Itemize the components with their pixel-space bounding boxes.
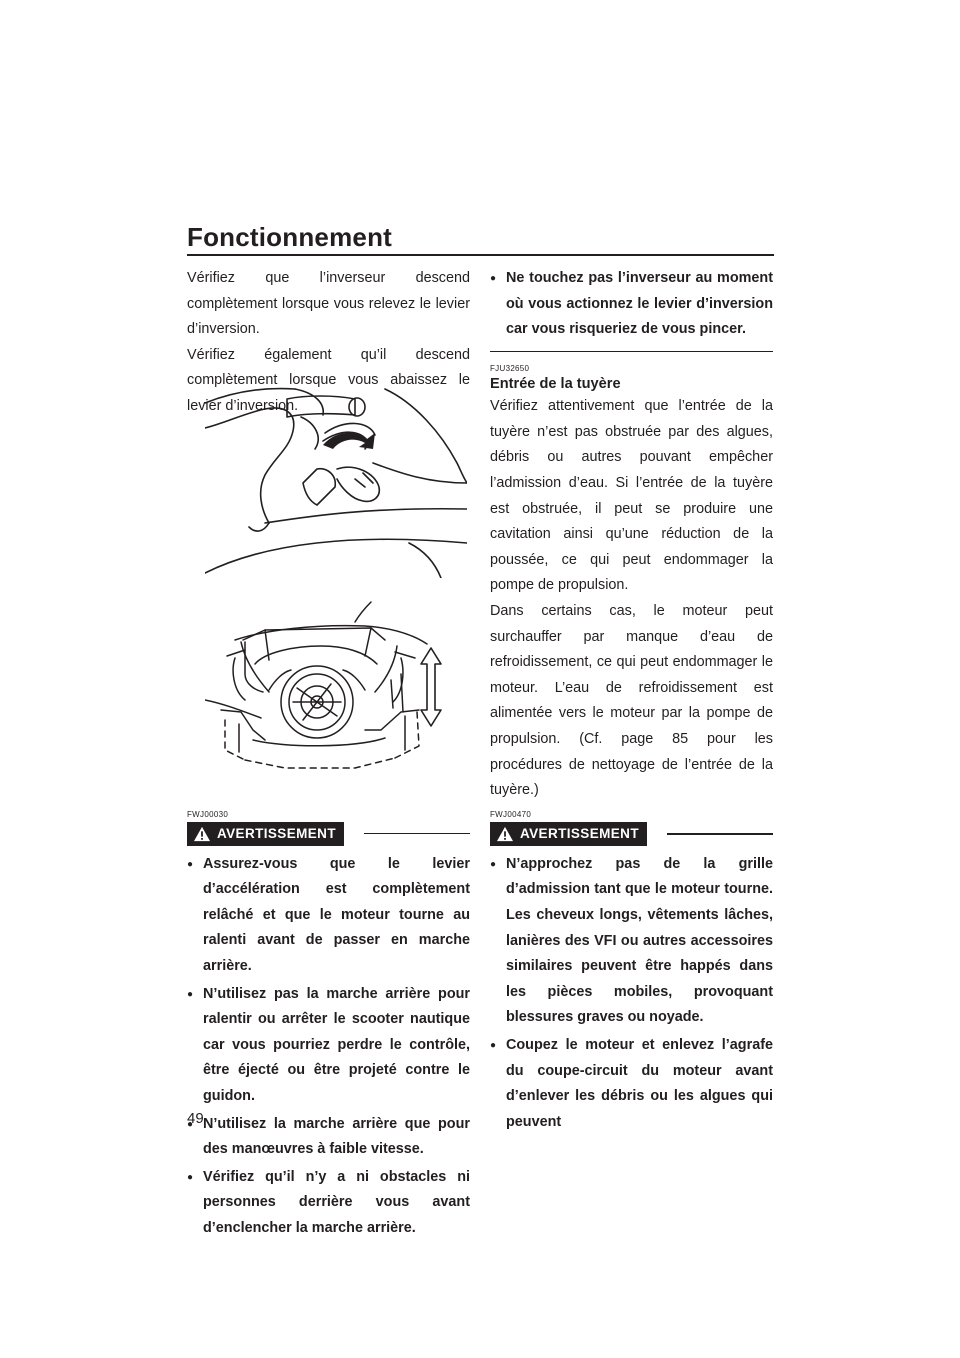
section-code: FJU32650 [490,364,530,374]
page-number: 49 [187,1110,204,1127]
title-rule [187,254,774,256]
warning-item: ● N’approchez pas de la grille d’admission tant que le moteur tourne. Les cheveux longs, vêtements lâches, lanières des VFI ou autres accessoires similaires peuvent être happés dans les pièces mobiles, provoquant blessures graves ou noyade. [490,852,773,1031]
warning-list-continued [490,266,773,343]
warning-label: AVERTISSEMENT [520,825,639,841]
warning-rule [667,833,773,835]
warning-item: ● N’utilisez la marche arrière que pour des manœuvres à faible vitesse. [187,1112,470,1163]
warning-list [490,852,773,1136]
warning-item: ● N’utilisez pas la marche arrière pour ralentir ou arrêter le scooter nautique car vous pourriez perdre le contrôle, être éjecté ou être projeté contre le guidon. [187,982,470,1110]
warning-code: FWJ00030 [187,809,229,819]
warning-label: AVERTISSEMENT [217,825,336,841]
page-title: Fonctionnement [187,222,393,252]
warning-item: ● Ne touchez pas l’inverseur au moment où vous actionnez le levier d’inversion car vous risqueriez de vous pincer. [490,266,773,343]
intro-paragraph-2: Vérifiez également qu’il descend complètement lorsque vous abaissez le levier d’inversion. [187,346,470,414]
warning-end-rule [490,351,773,353]
warning-rule [364,833,470,835]
section-paragraph-2: Dans certains cas, le moteur peut surchauffer par manque d’eau de refroidissement, ce qui peut endommager le moteur. L’eau de refroidissement est alimentée vers le moteur par la pompe de propulsion. (Cf. page 85 pour les procédures de nettoyage de l’entrée de la tuyère.) [490,603,773,799]
section-paragraph-1: Vérifiez attentivement que l’entrée de la tuyère n’est pas obstruée par des algues, débris ou autres pouvant empêcher l’admission d’eau. Si l’entrée de la tuyère est obstruée, il peut se produire une cavitation ainsi qu’une réduction de la poussée, ce qui peut endommager la pompe de propulsion. [490,398,773,594]
warning-list [187,852,470,1242]
warning-triangle-icon [496,826,514,842]
warning-label-box [187,822,344,846]
warning-item: ● Coupez le moteur et enlevez l’agrafe du coupe-circuit du moteur avant d’enlever les débris ou les algues qui peuvent [490,1033,773,1135]
section-heading: Entrée de la tuyère [490,376,621,393]
warning-label-box [490,822,647,846]
warning-banner [490,822,773,846]
right-column [490,266,773,1137]
intro-paragraph-1: Vérifiez que l’inverseur descend complètement lorsque vous relevez le levier d’inversion. [187,270,470,338]
warning-item: ● Assurez-vous que le levier d’accélération est complètement relâché et que le moteur tourne au ralenti avant de passer en marche arrière. [187,852,470,980]
warning-banner [187,822,470,846]
warning-item: ● Vérifiez qu’il n’y a ni obstacles ni personnes derrière vous avant d’enclencher la marche arrière. [187,1165,470,1242]
warning-triangle-icon [193,826,211,842]
reverse-lever-illustration [205,383,467,578]
warning-code: FWJ00470 [490,809,532,819]
reverse-bucket-illustration [205,600,467,775]
